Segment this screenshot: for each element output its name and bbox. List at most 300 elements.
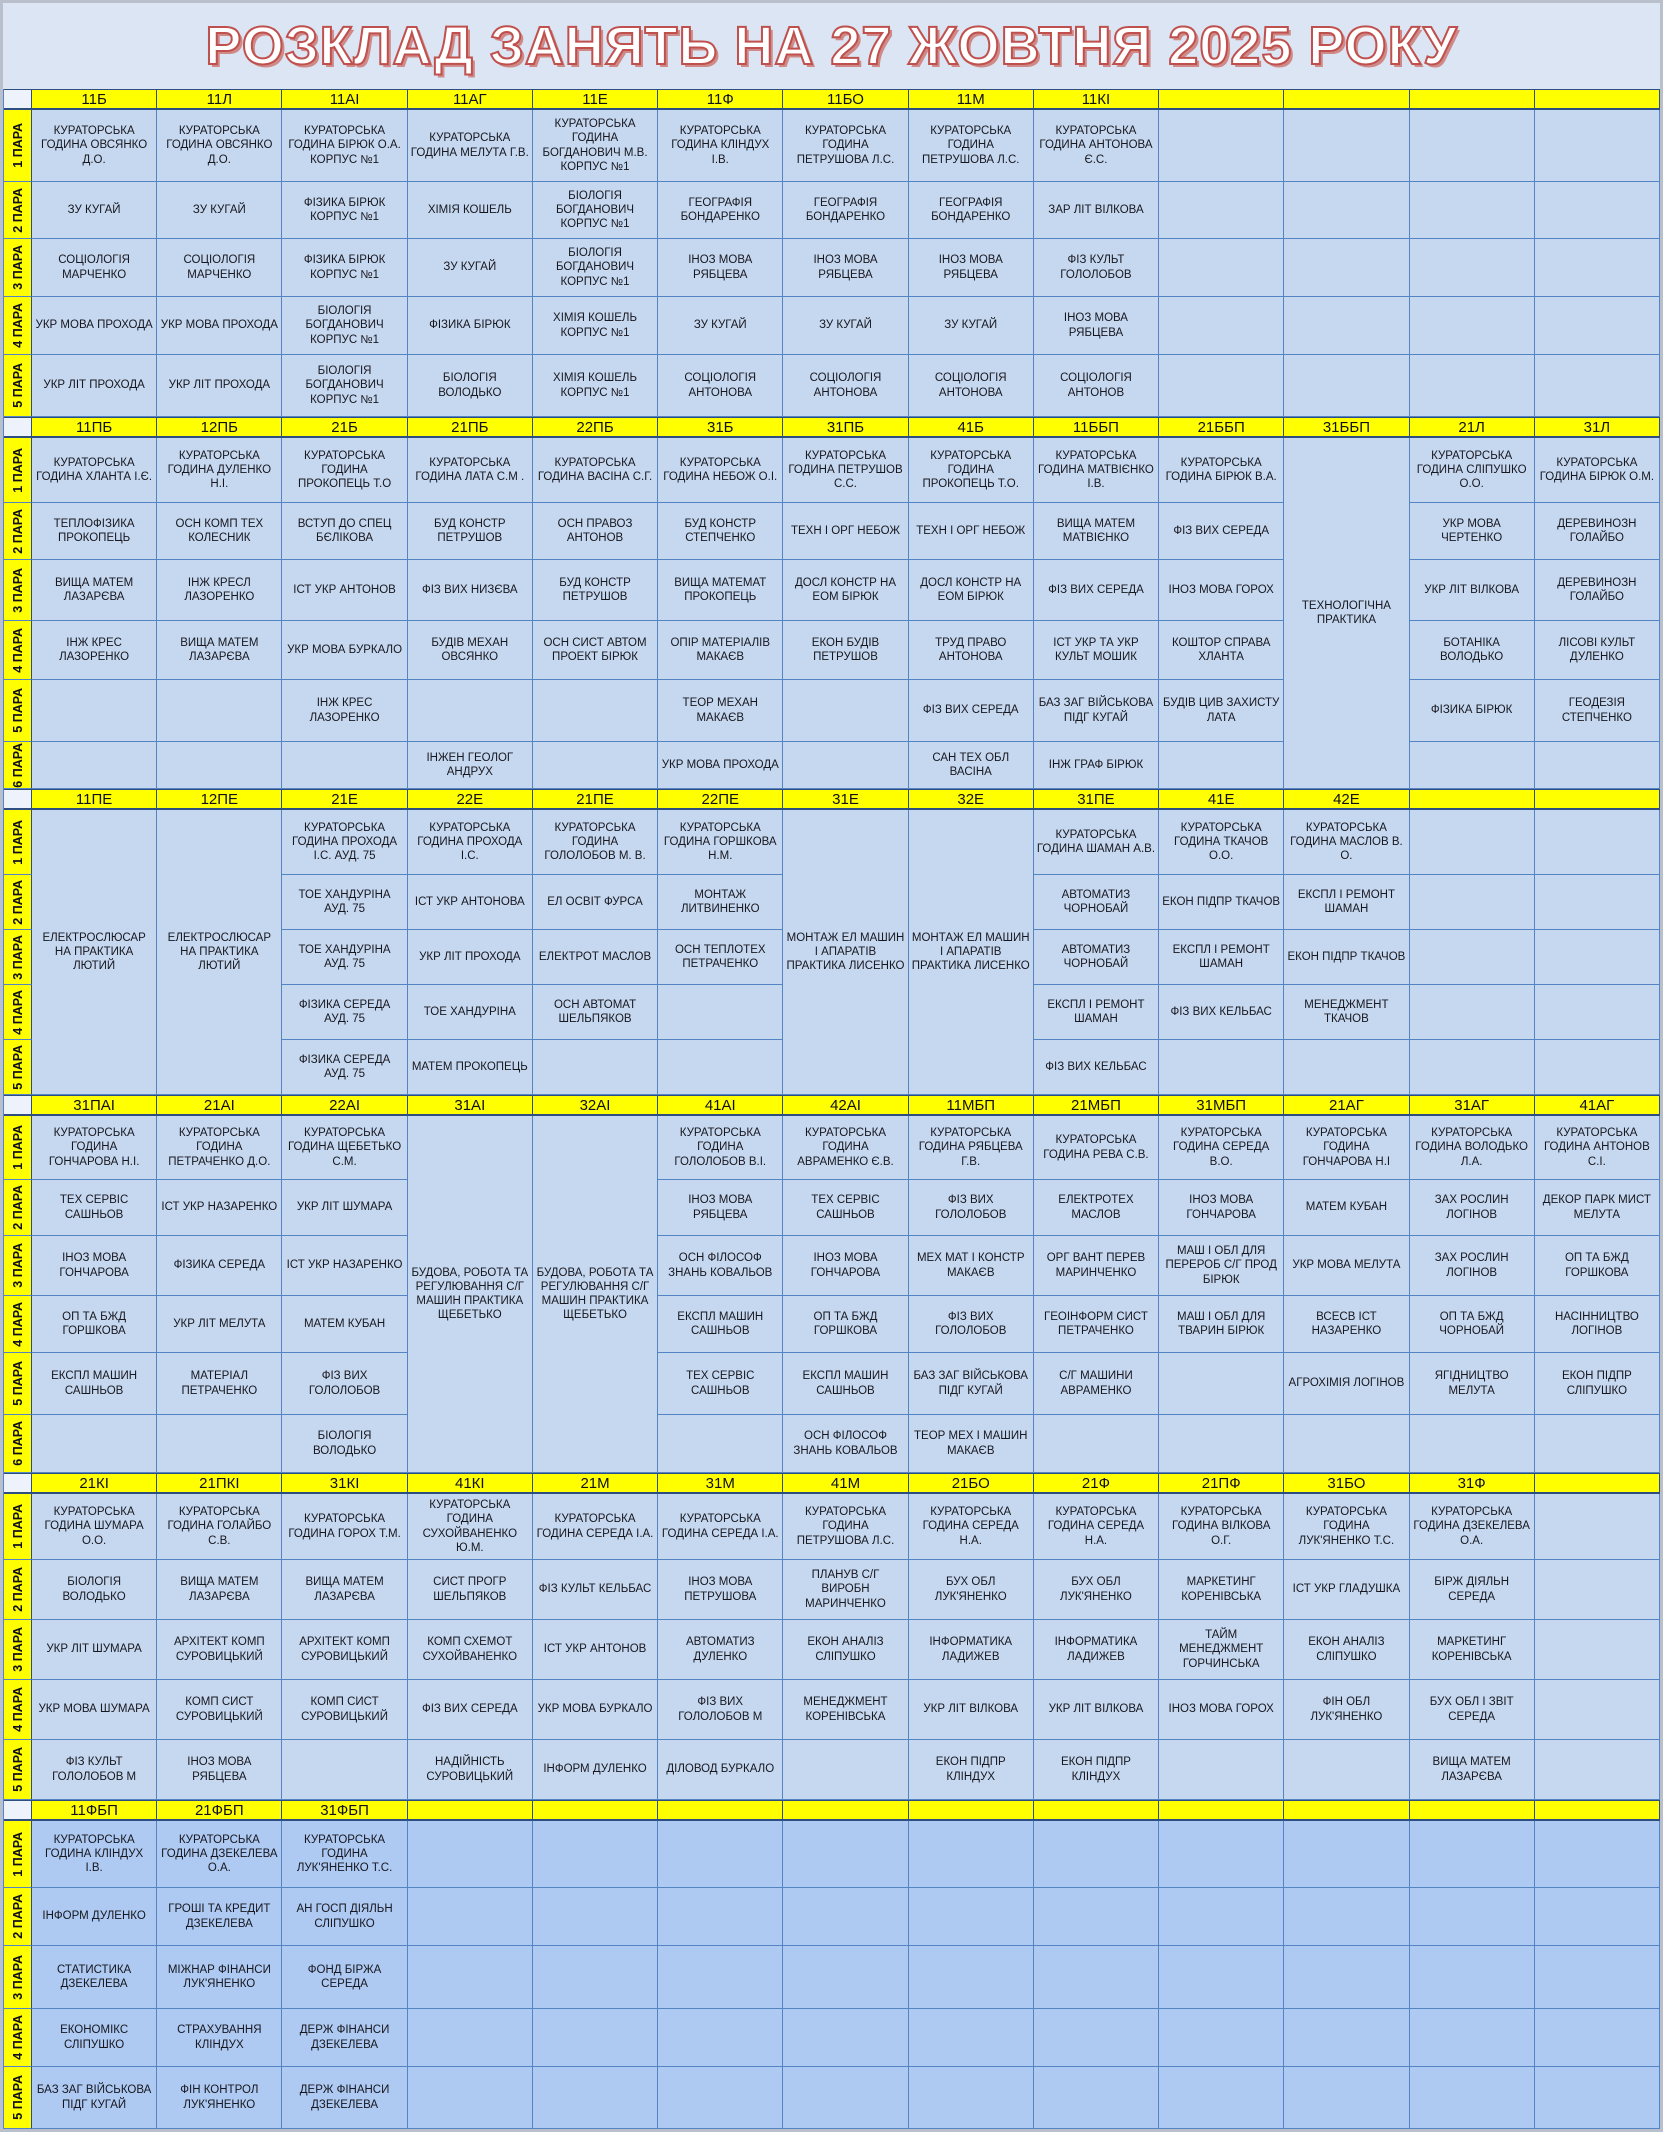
group-header: 21ПКІ [157, 1473, 282, 1494]
lesson-cell [408, 2009, 533, 2067]
lesson-cell: ІНФОРМ ДУЛЕНКО [32, 1888, 157, 1946]
lesson-cell: КУРАТОРСЬКА ГОДИНА СЕРЕДА І.А. [533, 1494, 658, 1560]
lesson-cell: КУРАТОРСЬКА ГОДИНА СЕРЕДА Н.А. [1034, 1494, 1159, 1560]
group-header [1535, 789, 1660, 810]
lesson-cell: АГРОХІМІЯ ЛОГІНОВ [1284, 1353, 1409, 1415]
lesson-cell: УКР МОВА ШУМАРА [32, 1680, 157, 1740]
lesson-cell: ФІЗИКА БІРЮК КОРПУС №1 [282, 182, 407, 239]
lesson-cell: ЕКОН ПІДПР СЛІПУШКО [1535, 1353, 1660, 1415]
lesson-cell: ІНОЗ МОВА РЯБЦЕВА [909, 239, 1034, 297]
lesson-cell [1284, 297, 1409, 355]
lesson-cell: ЕКОН ПІДПР КЛІНДУХ [1034, 1740, 1159, 1800]
pair-label [4, 1821, 32, 1888]
lesson-cell [1284, 182, 1409, 239]
pair-label-text: 6 ПАРА [10, 1421, 25, 1466]
lesson-cell: АВТОМАТИЗ ДУЛЕНКО [658, 1620, 783, 1680]
lesson-cell: КУРАТОРСЬКА ГОДИНА ДЗЕКЕЛЕВА О.А. [1410, 1494, 1535, 1560]
lesson-cell: ІСТ УКР НАЗАРЕНКО [157, 1180, 282, 1236]
lesson-cell [783, 1740, 908, 1800]
lesson-cell [1159, 1040, 1284, 1095]
lesson-cell: ФІЗ ВИХ КЕЛЬБАС [1159, 985, 1284, 1040]
lesson-cell: С/Г МАШИНИ АВРАМЕНКО [1034, 1353, 1159, 1415]
lesson-cell: ДЕРЕВИНОЗН ГОЛАЙБО [1535, 560, 1660, 621]
lesson-cell: ЕКСПЛ І РЕМОНТ ШАМАН [1159, 930, 1284, 985]
lesson-cell: ІНЖ КРЕСЛ ЛАЗОРЕНКО [157, 560, 282, 621]
group-header: 32Е [909, 789, 1034, 810]
lesson-cell: КУРАТОРСЬКА ГОДИНА ДЗЕКЕЛЕВА О.А. [157, 1821, 282, 1888]
lesson-cell: ХІМІЯ КОШЕЛЬ КОРПУС №1 [533, 355, 658, 417]
group-header [533, 1800, 658, 1821]
lesson-cell: ОСН КОМП ТЕХ КОЛЕСНИК [157, 503, 282, 560]
pair-label-text: 5 ПАРА [10, 1044, 25, 1090]
lesson-cell: КУРАТОРСЬКА ГОДИНА ГОРОХ Т.М. [282, 1494, 407, 1560]
pair-label-text: 2 ПАРА [10, 879, 25, 925]
lesson-cell: КУРАТОРСЬКА ГОДИНА ПЕТРУШОВА Л.С. [909, 110, 1034, 182]
lesson-cell: ТЕОР МЕХАН МАКАЄВ [658, 680, 783, 742]
lesson-cell: ФІЗ ВИХ ГОЛОЛОБОВ М [658, 1680, 783, 1740]
schedule-sections [3, 89, 1660, 2129]
group-header [1410, 89, 1535, 110]
lesson-cell: СОЦІОЛОГІЯ МАРЧЕНКО [32, 239, 157, 297]
group-header: 31ПБ [783, 417, 908, 438]
corner-cell [4, 789, 32, 810]
corner-cell [4, 89, 32, 110]
lesson-cell: ЗУ КУГАЙ [783, 297, 908, 355]
pair-label-text: 2 ПАРА [10, 187, 25, 233]
lesson-cell: БІОЛОГІЯ ВОЛОДЬКО [32, 1560, 157, 1620]
lesson-cell [533, 742, 658, 789]
pair-label [4, 621, 32, 680]
lesson-cell [408, 1821, 533, 1888]
pair-label-text: 5 ПАРА [10, 1361, 25, 1406]
lesson-cell: УКР ЛІТ ПРОХОДА [157, 355, 282, 417]
lesson-cell-merged: МОНТАЖ ЕЛ МАШИН І АПАРАТІВ ПРАКТИКА ЛИСЕНКО [783, 810, 908, 1095]
pair-label [4, 985, 32, 1040]
lesson-cell [1535, 110, 1660, 182]
lesson-cell: КУРАТОРСЬКА ГОДИНА СУХОЙВАНЕНКО Ю.М. [408, 1494, 533, 1560]
lesson-cell [783, 742, 908, 789]
lesson-cell: БІОЛОГІЯ ВОЛОДЬКО [408, 355, 533, 417]
lesson-cell: ЕКОНОМІКС СЛІПУШКО [32, 2009, 157, 2067]
lesson-cell: БІОЛОГІЯ ВОЛОДЬКО [282, 1415, 407, 1473]
group-header: 31МБП [1159, 1095, 1284, 1116]
lesson-cell [1535, 239, 1660, 297]
lesson-cell [533, 2067, 658, 2129]
group-header: 21ББП [1159, 417, 1284, 438]
lesson-cell [783, 1821, 908, 1888]
lesson-cell [1159, 297, 1284, 355]
group-header: 22Е [408, 789, 533, 810]
lesson-cell: ФІЗ КУЛЬТ ГОЛОЛОБОВ [1034, 239, 1159, 297]
group-header: 41КІ [408, 1473, 533, 1494]
group-header [408, 1800, 533, 1821]
lesson-cell: МЕХ МАТ І КОНСТР МАКАЄВ [909, 1236, 1034, 1296]
lesson-cell: УКР ЛІТ ПРОХОДА [408, 930, 533, 985]
lesson-cell: ІНФОРМАТИКА ЛАДИЖЕВ [909, 1620, 1034, 1680]
lesson-cell [32, 680, 157, 742]
pair-label-text: 3 ПАРА [10, 1954, 25, 2000]
lesson-cell [1159, 110, 1284, 182]
group-header: 21ФБП [157, 1800, 282, 1821]
lesson-cell: МЕНЕДЖМЕНТ КОРЕНІВСЬКА [783, 1680, 908, 1740]
lesson-cell [32, 742, 157, 789]
pair-label-text: 5 ПАРА [10, 688, 25, 733]
lesson-cell: КУРАТОРСЬКА ГОДИНА ГОЛАЙБО С.В. [157, 1494, 282, 1560]
lesson-cell: МАТЕМ КУБАН [282, 1296, 407, 1353]
lesson-cell: БОТАНІКА ВОЛОДЬКО [1410, 621, 1535, 680]
pair-label-text: 2 ПАРА [10, 1567, 25, 1612]
group-header: 21КІ [32, 1473, 157, 1494]
pair-label-text: 4 ПАРА [10, 303, 25, 348]
lesson-cell: УКР МОВА МЕЛУТА [1284, 1236, 1409, 1296]
lesson-cell: УКР МОВА ПРОХОДА [32, 297, 157, 355]
lesson-cell: ІСТ УКР ТА УКР КУЛЬТ МОШИК [1034, 621, 1159, 680]
pair-label [4, 1415, 32, 1473]
lesson-cell-merged: МОНТАЖ ЕЛ МАШИН І АПАРАТІВ ПРАКТИКА ЛИСЕНКО [909, 810, 1034, 1095]
lesson-cell: КУРАТОРСЬКА ГОДИНА АВРАМЕНКО Є.В. [783, 1116, 908, 1180]
lesson-cell: ФІЗ КУЛЬТ ГОЛОЛОБОВ М [32, 1740, 157, 1800]
lesson-cell: ТАЙМ МЕНЕДЖМЕНТ ГОРЧИНСЬКА [1159, 1620, 1284, 1680]
group-header: 21Б [282, 417, 407, 438]
pair-label [4, 930, 32, 985]
lesson-cell: ТЕХ СЕРВІС САШНЬОВ [658, 1353, 783, 1415]
lesson-cell: ІНЖЕН ГЕОЛОГ АНДРУХ [408, 742, 533, 789]
corner-cell [4, 1095, 32, 1116]
lesson-cell [1535, 930, 1660, 985]
pair-label-text: 2 ПАРА [10, 1185, 25, 1230]
lesson-cell: ДЕРЕВИНОЗН ГОЛАЙБО [1535, 503, 1660, 560]
group-header: 31Е [783, 789, 908, 810]
pair-label [4, 2067, 32, 2129]
group-header: 11Е [533, 89, 658, 110]
lesson-cell: ЗАХ РОСЛИН ЛОГІНОВ [1410, 1180, 1535, 1236]
lesson-cell: ІНЖ КРЕС ЛАЗОРЕНКО [32, 621, 157, 680]
lesson-cell [1535, 985, 1660, 1040]
lesson-cell: КУРАТОРСЬКА ГОДИНА ГОНЧАРОВА Н.І. [32, 1116, 157, 1180]
lesson-cell [1410, 810, 1535, 875]
group-header: 21М [533, 1473, 658, 1494]
lesson-cell: МАТЕМ КУБАН [1284, 1180, 1409, 1236]
lesson-cell [1159, 1353, 1284, 1415]
lesson-cell [1410, 182, 1535, 239]
group-header: 11АГ [408, 89, 533, 110]
lesson-cell: КУРАТОРСЬКА ГОДИНА МЕЛУТА Г.В. [408, 110, 533, 182]
lesson-cell [1284, 239, 1409, 297]
lesson-cell: ТЕПЛОФІЗИКА ПРОКОПЕЦЬ [32, 503, 157, 560]
group-header: 11ББП [1034, 417, 1159, 438]
pair-label-text: 3 ПАРА [10, 567, 25, 613]
pair-label-text: 3 ПАРА [10, 1243, 25, 1288]
lesson-cell: ЕКОН ПІДПР ТКАЧОВ [1159, 875, 1284, 930]
lesson-cell: МІЖНАР ФІНАНСИ ЛУК'ЯНЕНКО [157, 1946, 282, 2009]
lesson-cell: ТОЕ ХАНДУРІНА [408, 985, 533, 1040]
lesson-cell: ВИЩА МАТЕМ ЛАЗАРЄВА [282, 1560, 407, 1620]
lesson-cell: ІНОЗ МОВА ГОНЧАРОВА [783, 1236, 908, 1296]
lesson-cell: ОП ТА БЖД ЧОРНОБАЙ [1410, 1296, 1535, 1353]
lesson-cell: ДОСЛ КОНСТР НА ЕОМ БІРЮК [909, 560, 1034, 621]
lesson-cell: МЕНЕДЖМЕНТ ТКАЧОВ [1284, 985, 1409, 1040]
lesson-cell: КУРАТОРСЬКА ГОДИНА ГОЛОЛОБОВ В.І. [658, 1116, 783, 1180]
lesson-cell: ІНОЗ МОВА ГОРОХ [1159, 560, 1284, 621]
lesson-cell: БУДІВ ЦИВ ЗАХИСТУ ЛАТА [1159, 680, 1284, 742]
lesson-cell: КУРАТОРСЬКА ГОДИНА БІРЮК О.М. [1535, 438, 1660, 503]
group-header [1410, 789, 1535, 810]
lesson-cell: ДЕКОР ПАРК МИСТ МЕЛУТА [1535, 1180, 1660, 1236]
lesson-cell: ЛІСОВІ КУЛЬТ ДУЛЕНКО [1535, 621, 1660, 680]
lesson-cell [1284, 1946, 1409, 2009]
lesson-cell: БАЗ ЗАГ ВІЙСЬКОВА ПІДГ КУГАЙ [909, 1353, 1034, 1415]
pair-label [4, 680, 32, 742]
pair-label-text: 6 ПАРА [10, 742, 25, 788]
group-header: 31АГ [1410, 1095, 1535, 1116]
lesson-cell: КУРАТОРСЬКА ГОДИНА АНТОНОВА Є.С. [1034, 110, 1159, 182]
lesson-cell: САН ТЕХ ОБЛ ВАСІНА [909, 742, 1034, 789]
lesson-cell [1284, 1888, 1409, 1946]
group-header: 22АІ [282, 1095, 407, 1116]
lesson-cell: КУРАТОРСЬКА ГОДИНА БОГДАНОВИЧ М.В. КОРПУС №1 [533, 110, 658, 182]
schedule-section-3 [3, 789, 1660, 1095]
lesson-cell: КУРАТОРСЬКА ГОДИНА РЕВА С.В. [1034, 1116, 1159, 1180]
lesson-cell: КУРАТОРСЬКА ГОДИНА ЛУК'ЯНЕНКО Т.С. [282, 1821, 407, 1888]
lesson-cell: СОЦІОЛОГІЯ АНТОНОВА [783, 355, 908, 417]
lesson-cell [909, 1888, 1034, 1946]
lesson-cell: ЕКСПЛ МАШИН САШНЬОВ [658, 1296, 783, 1353]
lesson-cell: КУРАТОРСЬКА ГОДИНА БІРЮК О.А. КОРПУС №1 [282, 110, 407, 182]
lesson-cell: ІНОЗ МОВА РЯБЦЕВА [658, 1180, 783, 1236]
lesson-cell: ФІЗИКА СЕРЕДА [157, 1236, 282, 1296]
lesson-cell: УКР ЛІТ ВІЛКОВА [909, 1680, 1034, 1740]
lesson-cell [909, 1946, 1034, 2009]
lesson-cell [1159, 742, 1284, 789]
lesson-cell: КУРАТОРСЬКА ГОДИНА ПЕТРУШОВА Л.С. [783, 1494, 908, 1560]
lesson-cell: ФІЗ ВИХ ГОЛОЛОБОВ [909, 1296, 1034, 1353]
lesson-cell: МАТЕМ ПРОКОПЕЦЬ [408, 1040, 533, 1095]
lesson-cell: ОП ТА БЖД ГОРШКОВА [1535, 1236, 1660, 1296]
lesson-cell: ІНОЗ МОВА ПЕТРУШОВА [658, 1560, 783, 1620]
lesson-cell: КУРАТОРСЬКА ГОДИНА ПРОХОДА І.С. АУД. 75 [282, 810, 407, 875]
pair-label [4, 1620, 32, 1680]
group-header: 11М [909, 89, 1034, 110]
lesson-cell: БІРЖ ДІЯЛЬН СЕРЕДА [1410, 1560, 1535, 1620]
lesson-cell: АВТОМАТИЗ ЧОРНОБАЙ [1034, 875, 1159, 930]
lesson-cell: ОСН ФІЛОСОФ ЗНАНЬ КОВАЛЬОВ [783, 1415, 908, 1473]
lesson-cell [1410, 1040, 1535, 1095]
lesson-cell: ОП ТА БЖД ГОРШКОВА [32, 1296, 157, 1353]
pair-label-text: 5 ПАРА [10, 363, 25, 408]
lesson-cell: ОСН ПРАВОЗ АНТОНОВ [533, 503, 658, 560]
corner-cell [4, 417, 32, 438]
group-header: 12ПБ [157, 417, 282, 438]
pair-label [4, 1740, 32, 1800]
pair-label-text: 2 ПАРА [10, 508, 25, 554]
lesson-cell: ДІЛОВОД БУРКАЛО [658, 1740, 783, 1800]
lesson-cell: АН ГОСП ДІЯЛЬН СЛІПУШКО [282, 1888, 407, 1946]
pair-label [4, 503, 32, 560]
lesson-cell [658, 1821, 783, 1888]
group-header: 21ПЕ [533, 789, 658, 810]
pair-label-text: 1 ПАРА [10, 123, 25, 168]
lesson-cell: БУД КОНСТР СТЕПЧЕНКО [658, 503, 783, 560]
lesson-cell: БУХ ОБЛ І ЗВІТ СЕРЕДА [1410, 1680, 1535, 1740]
lesson-cell [282, 742, 407, 789]
lesson-cell: ХІМІЯ КОШЕЛЬ КОРПУС №1 [533, 297, 658, 355]
lesson-cell [533, 1888, 658, 1946]
lesson-cell: ФІЗ КУЛЬТ КЕЛЬБАС [533, 1560, 658, 1620]
group-header: 31КІ [282, 1473, 407, 1494]
lesson-cell: ЗУ КУГАЙ [157, 182, 282, 239]
lesson-cell: КУРАТОРСЬКА ГОДИНА АНТОНОВ С.І. [1535, 1116, 1660, 1180]
group-header [1284, 89, 1409, 110]
corner-cell [4, 1800, 32, 1821]
lesson-cell: ВИЩА МАТЕМАТ ПРОКОПЕЦЬ [658, 560, 783, 621]
lesson-cell: УКР ЛІТ ВІЛКОВА [1410, 560, 1535, 621]
pair-label [4, 1116, 32, 1180]
pair-label-text: 3 ПАРА [10, 934, 25, 980]
lesson-cell: КУРАТОРСЬКА ГОДИНА МАСЛОВ В. О. [1284, 810, 1409, 875]
lesson-cell [533, 1946, 658, 2009]
lesson-cell [1410, 875, 1535, 930]
group-header: 21БО [909, 1473, 1034, 1494]
lesson-cell: МАРКЕТИНГ КОРЕНІВСЬКА [1159, 1560, 1284, 1620]
group-header: 11Ф [658, 89, 783, 110]
group-header: 11КІ [1034, 89, 1159, 110]
lesson-cell: ЕКОН БУДІВ ПЕТРУШОВ [783, 621, 908, 680]
lesson-cell: ДОСЛ КОНСТР НА ЕОМ БІРЮК [783, 560, 908, 621]
lesson-cell: ТЕХН І ОРГ НЕБОЖ [783, 503, 908, 560]
lesson-cell: БУДІВ МЕХАН ОВСЯНКО [408, 621, 533, 680]
group-header: 31БО [1284, 1473, 1409, 1494]
group-header: 41Е [1159, 789, 1284, 810]
lesson-cell [1159, 1415, 1284, 1473]
lesson-cell: ЕКОН АНАЛІЗ СЛІПУШКО [783, 1620, 908, 1680]
pair-label-text: 1 ПАРА [10, 1125, 25, 1170]
lesson-cell [1159, 239, 1284, 297]
group-header: 11Л [157, 89, 282, 110]
group-header: 41М [783, 1473, 908, 1494]
lesson-cell: ТЕХН І ОРГ НЕБОЖ [909, 503, 1034, 560]
lesson-cell: ІНОЗ МОВА РЯБЦЕВА [157, 1740, 282, 1800]
lesson-cell: МАШ І ОБЛ ДЛЯ ПЕРЕРОБ С/Г ПРОД БІРЮК [1159, 1236, 1284, 1296]
schedule-section-4 [3, 1095, 1660, 1473]
lesson-cell: ФІЗИКА СЕРЕДА АУД. 75 [282, 985, 407, 1040]
group-header: 31ПАІ [32, 1095, 157, 1116]
lesson-cell: ГЕОДЕЗІЯ СТЕПЧЕНКО [1535, 680, 1660, 742]
group-header [909, 1800, 1034, 1821]
lesson-cell: ВСЕСВ ІСТ НАЗАРЕНКО [1284, 1296, 1409, 1353]
lesson-cell [1535, 875, 1660, 930]
lesson-cell [1410, 2067, 1535, 2129]
group-header: 42АІ [783, 1095, 908, 1116]
lesson-cell: ВИЩА МАТЕМ ЛАЗАРЄВА [157, 621, 282, 680]
lesson-cell [1034, 1415, 1159, 1473]
lesson-cell [1410, 1821, 1535, 1888]
lesson-cell [1535, 182, 1660, 239]
lesson-cell [1284, 110, 1409, 182]
lesson-cell: ОСН ТЕПЛОТЕХ ПЕТРАЧЕНКО [658, 930, 783, 985]
lesson-cell [1284, 1415, 1409, 1473]
lesson-cell: БІОЛОГІЯ БОГДАНОВИЧ КОРПУС №1 [282, 297, 407, 355]
lesson-cell [1284, 1040, 1409, 1095]
group-header [1410, 1800, 1535, 1821]
group-header: 31ПЕ [1034, 789, 1159, 810]
group-header [1535, 1800, 1660, 1821]
lesson-cell: ІСТ УКР АНТОНОВА [408, 875, 533, 930]
pair-label [4, 1296, 32, 1353]
lesson-cell [1535, 1040, 1660, 1095]
lesson-cell-merged: БУДОВА, РОБОТА ТА РЕГУЛЮВАННЯ С/Г МАШИН ПРАКТИКА ЩЕБЕТЬКО [533, 1116, 658, 1473]
lesson-cell: СОЦІОЛОГІЯ АНТОНОВА [658, 355, 783, 417]
pair-label [4, 875, 32, 930]
lesson-cell [157, 1415, 282, 1473]
lesson-cell: ІНЖ ГРАФ БІРЮК [1034, 742, 1159, 789]
pair-label-text: 4 ПАРА [10, 627, 25, 673]
corner-cell [4, 1473, 32, 1494]
lesson-cell: КУРАТОРСЬКА ГОДИНА ЛУК'ЯНЕНКО Т.С. [1284, 1494, 1409, 1560]
lesson-cell: КУРАТОРСЬКА ГОДИНА НЕБОЖ О.І. [658, 438, 783, 503]
lesson-cell [1159, 1821, 1284, 1888]
lesson-cell: ФІЗИКА БІРЮК КОРПУС №1 [282, 239, 407, 297]
lesson-cell [1284, 2067, 1409, 2129]
lesson-cell [1535, 355, 1660, 417]
lesson-cell [1284, 1821, 1409, 1888]
lesson-cell: ТЕХ СЕРВІС САШНЬОВ [32, 1180, 157, 1236]
group-header: 31Б [658, 417, 783, 438]
lesson-cell: КУРАТОРСЬКА ГОДИНА ОВСЯНКО Д.О. [157, 110, 282, 182]
group-header: 21Ф [1034, 1473, 1159, 1494]
lesson-cell: ЕЛ ОСВІТ ФУРСА [533, 875, 658, 930]
lesson-cell: СОЦІОЛОГІЯ МАРЧЕНКО [157, 239, 282, 297]
pair-label-text: 5 ПАРА [10, 1747, 25, 1792]
lesson-cell: ІНОЗ МОВА РЯБЦЕВА [783, 239, 908, 297]
group-header: 32АІ [533, 1095, 658, 1116]
lesson-cell [658, 2067, 783, 2129]
lesson-cell [408, 680, 533, 742]
lesson-cell: УКР МОВА ПРОХОДА [157, 297, 282, 355]
lesson-cell: БУХ ОБЛ ЛУК'ЯНЕНКО [909, 1560, 1034, 1620]
lesson-cell: КУРАТОРСЬКА ГОДИНА ГОЛОЛОБОВ М. В. [533, 810, 658, 875]
lesson-cell: КУРАТОРСЬКА ГОДИНА ПРОКОПЕЦЬ Т.О. [909, 438, 1034, 503]
schedule-section-1 [3, 89, 1660, 417]
lesson-cell [1535, 1888, 1660, 1946]
lesson-cell [783, 1888, 908, 1946]
group-header [783, 1800, 908, 1821]
lesson-cell: ЕКОН АНАЛІЗ СЛІПУШКО [1284, 1620, 1409, 1680]
group-header: 21АГ [1284, 1095, 1409, 1116]
lesson-cell: КУРАТОРСЬКА ГОДИНА ШУМАРА О.О. [32, 1494, 157, 1560]
lesson-cell: ОП ТА БЖД ГОРШКОВА [783, 1296, 908, 1353]
lesson-cell: УКР ЛІТ МЕЛУТА [157, 1296, 282, 1353]
lesson-cell [658, 2009, 783, 2067]
lesson-cell: КУРАТОРСЬКА ГОДИНА СЕРЕДА В.О. [1159, 1116, 1284, 1180]
group-header: 41Б [909, 417, 1034, 438]
lesson-cell [1034, 1888, 1159, 1946]
lesson-cell [1535, 1620, 1660, 1680]
group-header: 21ПБ [408, 417, 533, 438]
lesson-cell: КУРАТОРСЬКА ГОДИНА ПЕТРУШОВА Л.С. [783, 110, 908, 182]
lesson-cell: ІНФОРМАТИКА ЛАДИЖЕВ [1034, 1620, 1159, 1680]
lesson-cell: ГРОШІ ТА КРЕДИТ ДЗЕКЕЛЕВА [157, 1888, 282, 1946]
lesson-cell [1535, 742, 1660, 789]
pair-label [4, 182, 32, 239]
lesson-cell: БУД КОНСТР ПЕТРУШОВ [533, 560, 658, 621]
lesson-cell [1159, 182, 1284, 239]
lesson-cell [1410, 2009, 1535, 2067]
page-title: РОЗКЛАД ЗАНЯТЬ НА 27 ЖОВТНЯ 2025 РОКУ [205, 16, 1458, 76]
lesson-cell [783, 1946, 908, 2009]
pair-label-text: 3 ПАРА [10, 245, 25, 290]
lesson-cell: ФІЗ ВИХ ГОЛОЛОБОВ [282, 1353, 407, 1415]
pair-label-text: 5 ПАРА [10, 2075, 25, 2120]
